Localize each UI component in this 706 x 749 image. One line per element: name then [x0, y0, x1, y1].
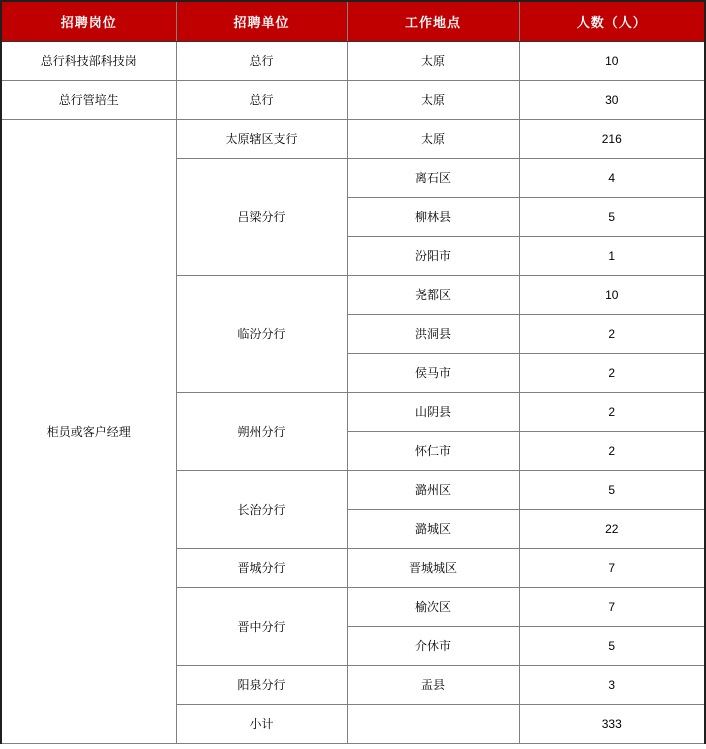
location-cell: 介休市 — [347, 626, 519, 665]
location-cell: 山阴县 — [347, 392, 519, 431]
headcount-cell: 3 — [519, 665, 705, 704]
headcount-cell: 22 — [519, 509, 705, 548]
unit-cell: 晋城分行 — [176, 548, 347, 587]
location-cell: 潞城区 — [347, 509, 519, 548]
location-cell-empty — [347, 704, 519, 743]
header-location: 工作地点 — [347, 1, 519, 41]
header-position: 招聘岗位 — [1, 1, 176, 41]
location-cell: 柳林县 — [347, 197, 519, 236]
location-cell: 潞州区 — [347, 470, 519, 509]
headcount-cell: 216 — [519, 119, 705, 158]
header-headcount: 人数（人） — [519, 1, 705, 41]
table-row — [1, 80, 705, 119]
headcount-cell: 30 — [519, 80, 705, 119]
headcount-cell: 2 — [519, 353, 705, 392]
unit-cell-merged: 吕梁分行 — [176, 158, 347, 275]
position-cell-merged: 柜员或客户经理 — [1, 119, 176, 743]
location-cell: 汾阳市 — [347, 236, 519, 275]
headcount-cell: 2 — [519, 392, 705, 431]
location-cell: 太原 — [347, 41, 519, 80]
location-cell: 怀仁市 — [347, 431, 519, 470]
unit-cell: 总行 — [176, 41, 347, 80]
headcount-cell: 10 — [519, 41, 705, 80]
position-cell: 总行科技部科技岗 — [1, 41, 176, 80]
headcount-cell: 5 — [519, 197, 705, 236]
position-cell: 总行管培生 — [1, 80, 176, 119]
location-cell: 太原 — [347, 119, 519, 158]
unit-cell: 太原辖区支行 — [176, 119, 347, 158]
unit-cell: 总行 — [176, 80, 347, 119]
location-cell: 晋城城区 — [347, 548, 519, 587]
headcount-cell: 2 — [519, 314, 705, 353]
unit-cell-merged: 晋中分行 — [176, 587, 347, 665]
header-unit: 招聘单位 — [176, 1, 347, 41]
headcount-cell: 4 — [519, 158, 705, 197]
location-cell: 洪洞县 — [347, 314, 519, 353]
location-cell: 太原 — [347, 80, 519, 119]
table-row — [1, 41, 705, 80]
location-cell: 盂县 — [347, 665, 519, 704]
unit-cell-merged: 长治分行 — [176, 470, 347, 548]
location-cell: 尧都区 — [347, 275, 519, 314]
subtotal-headcount-cell: 333 — [519, 704, 705, 743]
subtotal-label-cell: 小计 — [176, 704, 347, 743]
location-cell: 离石区 — [347, 158, 519, 197]
headcount-cell: 5 — [519, 626, 705, 665]
unit-cell: 阳泉分行 — [176, 665, 347, 704]
location-cell: 榆次区 — [347, 587, 519, 626]
headcount-cell: 5 — [519, 470, 705, 509]
headcount-cell: 10 — [519, 275, 705, 314]
location-cell: 侯马市 — [347, 353, 519, 392]
headcount-cell: 1 — [519, 236, 705, 275]
header-row — [1, 1, 705, 41]
headcount-cell: 7 — [519, 548, 705, 587]
unit-cell-merged: 朔州分行 — [176, 392, 347, 470]
table-row — [1, 119, 705, 158]
unit-cell-merged: 临汾分行 — [176, 275, 347, 392]
headcount-cell: 7 — [519, 587, 705, 626]
headcount-cell: 2 — [519, 431, 705, 470]
